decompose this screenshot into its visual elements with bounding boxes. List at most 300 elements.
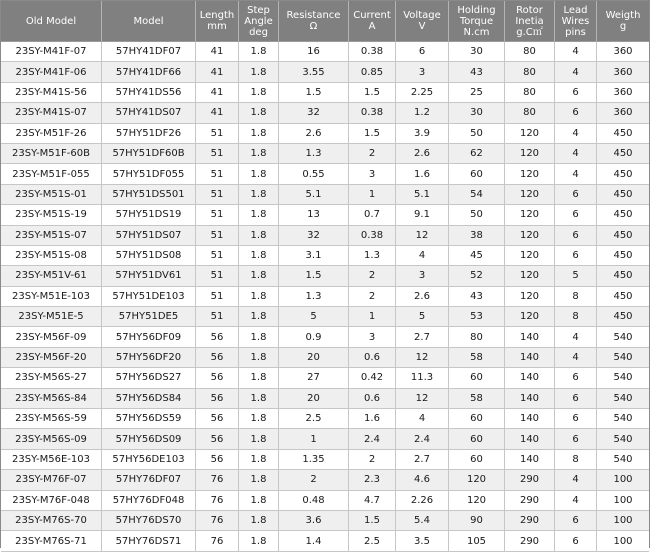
cell-resistance: 2.5 [279,409,349,429]
cell-rotor-inertia: 80 [505,62,555,82]
cell-old-model: 23SY-M56S-84 [1,389,102,409]
cell-old-model: 23SY-M76S-70 [1,511,102,531]
table-row [1,124,649,144]
cell-holding-torque: 25 [449,83,505,103]
column-header-lead-wires [555,1,597,42]
cell-current: 2.4 [349,429,396,449]
cell-current: 0.38 [349,42,396,62]
cell-voltage: 12 [396,348,449,368]
cell-weight: 450 [597,287,649,307]
cell-rotor-inertia: 290 [505,531,555,551]
cell-length: 56 [196,429,239,449]
cell-weight: 540 [597,348,649,368]
cell-model: 57HY51DS08 [102,246,196,266]
cell-voltage: 12 [396,226,449,246]
cell-old-model: 23SY-M56S-27 [1,368,102,388]
cell-step-angle: 1.8 [239,103,279,123]
table-row [1,287,649,307]
cell-voltage: 2.26 [396,491,449,511]
table-row [1,368,649,388]
cell-voltage: 2.7 [396,327,449,347]
cell-step-angle: 1.8 [239,348,279,368]
cell-holding-torque: 62 [449,144,505,164]
column-header-line: Lead [563,4,588,16]
cell-current: 0.7 [349,205,396,225]
cell-voltage: 2.25 [396,83,449,103]
cell-length: 76 [196,470,239,490]
cell-holding-torque: 50 [449,205,505,225]
cell-length: 41 [196,83,239,103]
cell-resistance: 1.4 [279,531,349,551]
table-row [1,429,649,449]
column-header-line: N.cm [463,26,490,38]
cell-lead-wires: 6 [555,185,597,205]
cell-weight: 450 [597,226,649,246]
cell-voltage: 3.5 [396,531,449,551]
table-row [1,205,649,225]
cell-old-model: 23SY-M51E-103 [1,287,102,307]
cell-step-angle: 1.8 [239,368,279,388]
cell-current: 0.6 [349,389,396,409]
cell-weight: 450 [597,205,649,225]
cell-resistance: 27 [279,368,349,388]
column-header-line: mm [207,21,227,32]
table-row [1,62,649,82]
cell-current: 1.5 [349,124,396,144]
cell-weight: 100 [597,470,649,490]
column-header-line: Voltage [403,10,441,21]
cell-model: 57HY56DF20 [102,348,196,368]
cell-length: 56 [196,327,239,347]
column-header-resistance [279,1,349,42]
cell-step-angle: 1.8 [239,246,279,266]
cell-lead-wires: 4 [555,62,597,82]
cell-lead-wires: 8 [555,307,597,327]
cell-rotor-inertia: 120 [505,287,555,307]
column-header-line: Model [133,15,164,27]
cell-lead-wires: 5 [555,266,597,286]
cell-lead-wires: 6 [555,409,597,429]
cell-length: 76 [196,531,239,551]
cell-current: 0.38 [349,226,396,246]
cell-model: 57HY51DF26 [102,124,196,144]
cell-rotor-inertia: 120 [505,144,555,164]
cell-length: 51 [196,124,239,144]
cell-resistance: 32 [279,226,349,246]
cell-lead-wires: 6 [555,389,597,409]
cell-model: 57HY51DF60B [102,144,196,164]
cell-rotor-inertia: 80 [505,83,555,103]
cell-old-model: 23SY-M51S-19 [1,205,102,225]
cell-step-angle: 1.8 [239,511,279,531]
cell-rotor-inertia: 120 [505,307,555,327]
cell-model: 57HY51DS07 [102,226,196,246]
cell-old-model: 23SY-M51E-5 [1,307,102,327]
cell-current: 1.6 [349,409,396,429]
cell-voltage: 6 [396,42,449,62]
cell-weight: 450 [597,124,649,144]
cell-step-angle: 1.8 [239,42,279,62]
cell-step-angle: 1.8 [239,389,279,409]
cell-lead-wires: 8 [555,287,597,307]
cell-voltage: 12 [396,389,449,409]
column-header-weight [597,1,649,42]
cell-lead-wires: 6 [555,83,597,103]
cell-holding-torque: 50 [449,124,505,144]
column-header-line: Length [199,10,235,21]
cell-old-model: 23SY-M51S-08 [1,246,102,266]
cell-current: 2 [349,450,396,470]
cell-lead-wires: 4 [555,327,597,347]
cell-holding-torque: 60 [449,429,505,449]
cell-rotor-inertia: 290 [505,491,555,511]
table-row [1,144,649,164]
column-header-line: g.C㎡ [516,26,543,38]
cell-rotor-inertia: 140 [505,429,555,449]
cell-holding-torque: 43 [449,62,505,82]
cell-holding-torque: 60 [449,368,505,388]
cell-lead-wires: 6 [555,226,597,246]
cell-weight: 450 [597,266,649,286]
cell-old-model: 23SY-M41S-56 [1,83,102,103]
cell-holding-torque: 43 [449,287,505,307]
cell-voltage: 5 [396,307,449,327]
cell-step-angle: 1.8 [239,409,279,429]
cell-model: 57HY41DF07 [102,42,196,62]
cell-holding-torque: 90 [449,511,505,531]
cell-resistance: 1 [279,429,349,449]
column-header-old-model [1,1,102,42]
cell-model: 57HY41DS07 [102,103,196,123]
table-row [1,450,649,470]
cell-current: 2 [349,144,396,164]
cell-weight: 540 [597,409,649,429]
column-header-rotor-inertia [505,1,555,42]
cell-current: 2 [349,287,396,307]
cell-current: 2.5 [349,531,396,551]
cell-lead-wires: 8 [555,450,597,470]
cell-current: 1.5 [349,83,396,103]
cell-holding-torque: 120 [449,491,505,511]
header-row [1,1,649,42]
cell-model: 57HY76DF07 [102,470,196,490]
table-row [1,409,649,429]
cell-resistance: 13 [279,205,349,225]
cell-weight: 450 [597,144,649,164]
cell-model: 57HY51DE5 [102,307,196,327]
cell-length: 51 [196,205,239,225]
column-header-line: pins [565,26,586,38]
cell-model: 57HY51DS19 [102,205,196,225]
cell-step-angle: 1.8 [239,124,279,144]
cell-voltage: 5.1 [396,185,449,205]
cell-weight: 450 [597,246,649,266]
cell-model: 57HY51DE103 [102,287,196,307]
table-row [1,266,649,286]
cell-lead-wires: 6 [555,511,597,531]
column-header-line: Step [247,4,270,16]
table-row [1,327,649,347]
cell-length: 56 [196,368,239,388]
cell-resistance: 5 [279,307,349,327]
cell-resistance: 2 [279,470,349,490]
cell-old-model: 23SY-M41F-06 [1,62,102,82]
cell-holding-torque: 53 [449,307,505,327]
cell-resistance: 1.3 [279,144,349,164]
cell-weight: 450 [597,164,649,184]
table-row [1,348,649,368]
cell-length: 51 [196,164,239,184]
cell-current: 0.42 [349,368,396,388]
cell-voltage: 4 [396,246,449,266]
cell-old-model: 23SY-M76F-048 [1,491,102,511]
column-header-length [196,1,239,42]
cell-length: 56 [196,450,239,470]
cell-old-model: 23SY-M51F-26 [1,124,102,144]
cell-length: 51 [196,287,239,307]
cell-rotor-inertia: 140 [505,348,555,368]
column-header-line: deg [249,26,268,38]
cell-voltage: 2.4 [396,429,449,449]
cell-weight: 540 [597,389,649,409]
cell-weight: 450 [597,307,649,327]
column-header-step-angle [239,1,279,42]
cell-lead-wires: 4 [555,144,597,164]
cell-rotor-inertia: 120 [505,226,555,246]
column-header-holding-torque [449,1,505,42]
cell-rotor-inertia: 290 [505,470,555,490]
cell-resistance: 1.3 [279,287,349,307]
column-header-line: Rotor [516,4,543,16]
cell-length: 41 [196,62,239,82]
table-row [1,164,649,184]
table-row [1,42,649,62]
cell-holding-torque: 38 [449,226,505,246]
column-header-line: V [418,21,426,32]
cell-length: 56 [196,409,239,429]
cell-voltage: 2.6 [396,287,449,307]
cell-weight: 540 [597,429,649,449]
cell-length: 51 [196,307,239,327]
cell-voltage: 1.6 [396,164,449,184]
column-header-line: Angle [244,15,273,27]
cell-step-angle: 1.8 [239,62,279,82]
cell-resistance: 0.48 [279,491,349,511]
column-header-model [102,1,196,42]
cell-holding-torque: 80 [449,327,505,347]
cell-resistance: 0.55 [279,164,349,184]
cell-length: 76 [196,511,239,531]
cell-voltage: 11.3 [396,368,449,388]
cell-resistance: 3.55 [279,62,349,82]
column-header-line: Wires [561,15,590,27]
cell-lead-wires: 4 [555,348,597,368]
cell-rotor-inertia: 140 [505,368,555,388]
cell-step-angle: 1.8 [239,307,279,327]
table-header [1,1,649,42]
cell-old-model: 23SY-M76F-07 [1,470,102,490]
cell-length: 56 [196,348,239,368]
cell-old-model: 23SY-M51S-07 [1,226,102,246]
column-header-line: Ω [309,21,318,32]
cell-weight: 540 [597,327,649,347]
cell-resistance: 3.1 [279,246,349,266]
cell-length: 51 [196,185,239,205]
cell-rotor-inertia: 120 [505,185,555,205]
table-row [1,531,649,551]
cell-step-angle: 1.8 [239,266,279,286]
cell-voltage: 5.4 [396,511,449,531]
cell-rotor-inertia: 120 [505,124,555,144]
cell-length: 56 [196,389,239,409]
cell-weight: 100 [597,531,649,551]
cell-current: 1.5 [349,511,396,531]
cell-current: 3 [349,164,396,184]
cell-step-angle: 1.8 [239,531,279,551]
cell-old-model: 23SY-M56E-103 [1,450,102,470]
cell-old-model: 23SY-M56F-09 [1,327,102,347]
cell-current: 1 [349,185,396,205]
cell-old-model: 23SY-M51S-01 [1,185,102,205]
cell-model: 57HY56DE103 [102,450,196,470]
cell-length: 41 [196,42,239,62]
cell-model: 57HY76DS71 [102,531,196,551]
cell-current: 4.7 [349,491,396,511]
cell-step-angle: 1.8 [239,287,279,307]
cell-step-angle: 1.8 [239,491,279,511]
cell-lead-wires: 4 [555,164,597,184]
cell-old-model: 23SY-M56S-59 [1,409,102,429]
cell-weight: 100 [597,511,649,531]
cell-lead-wires: 4 [555,470,597,490]
cell-voltage: 3 [396,62,449,82]
cell-model: 57HY56DS84 [102,389,196,409]
cell-old-model: 23SY-M51F-60B [1,144,102,164]
cell-lead-wires: 6 [555,246,597,266]
table-row [1,389,649,409]
cell-model: 57HY51DF055 [102,164,196,184]
cell-holding-torque: 105 [449,531,505,551]
cell-resistance: 16 [279,42,349,62]
column-header-line: Resistance [286,10,341,21]
cell-weight: 360 [597,62,649,82]
cell-voltage: 9.1 [396,205,449,225]
cell-current: 0.85 [349,62,396,82]
cell-rotor-inertia: 140 [505,450,555,470]
cell-holding-torque: 58 [449,348,505,368]
cell-current: 3 [349,327,396,347]
cell-old-model: 23SY-M41F-07 [1,42,102,62]
cell-lead-wires: 4 [555,124,597,144]
cell-rotor-inertia: 120 [505,246,555,266]
cell-length: 76 [196,491,239,511]
cell-model: 57HY56DF09 [102,327,196,347]
cell-old-model: 23SY-M51V-61 [1,266,102,286]
cell-step-angle: 1.8 [239,226,279,246]
cell-step-angle: 1.8 [239,450,279,470]
cell-holding-torque: 52 [449,266,505,286]
cell-current: 1.3 [349,246,396,266]
cell-weight: 540 [597,450,649,470]
cell-lead-wires: 4 [555,491,597,511]
cell-voltage: 2.7 [396,450,449,470]
cell-model: 57HY76DS70 [102,511,196,531]
cell-current: 0.6 [349,348,396,368]
cell-step-angle: 1.8 [239,470,279,490]
column-header-line: Holding [457,4,496,16]
table-row [1,307,649,327]
table-row [1,83,649,103]
cell-weight: 360 [597,42,649,62]
cell-step-angle: 1.8 [239,83,279,103]
cell-old-model: 23SY-M51F-055 [1,164,102,184]
cell-step-angle: 1.8 [239,205,279,225]
cell-current: 1 [349,307,396,327]
column-header-line: Torque [459,15,494,27]
cell-holding-torque: 54 [449,185,505,205]
cell-weight: 450 [597,185,649,205]
column-header-voltage [396,1,449,42]
table-row [1,470,649,490]
cell-rotor-inertia: 80 [505,42,555,62]
cell-voltage: 3.9 [396,124,449,144]
table-row [1,185,649,205]
cell-holding-torque: 120 [449,470,505,490]
cell-old-model: 23SY-M41S-07 [1,103,102,123]
cell-holding-torque: 30 [449,103,505,123]
column-header-line: Old Model [25,15,77,27]
cell-voltage: 4 [396,409,449,429]
cell-model: 57HY51DS501 [102,185,196,205]
cell-rotor-inertia: 140 [505,327,555,347]
cell-rotor-inertia: 120 [505,205,555,225]
cell-length: 51 [196,226,239,246]
cell-step-angle: 1.8 [239,185,279,205]
cell-lead-wires: 4 [555,42,597,62]
cell-lead-wires: 6 [555,429,597,449]
cell-voltage: 4.6 [396,470,449,490]
cell-rotor-inertia: 140 [505,389,555,409]
cell-rotor-inertia: 120 [505,164,555,184]
table-row [1,511,649,531]
column-header-current [349,1,396,42]
column-header-line: Current [353,10,391,21]
cell-length: 51 [196,266,239,286]
cell-voltage: 2.6 [396,144,449,164]
cell-weight: 100 [597,491,649,511]
cell-model: 57HY56DS59 [102,409,196,429]
column-header-line: Inetia [515,15,544,27]
cell-lead-wires: 6 [555,103,597,123]
cell-length: 51 [196,246,239,266]
cell-lead-wires: 6 [555,531,597,551]
table-row [1,226,649,246]
cell-resistance: 20 [279,389,349,409]
cell-resistance: 1.5 [279,266,349,286]
cell-resistance: 1.5 [279,83,349,103]
cell-step-angle: 1.8 [239,327,279,347]
cell-resistance: 1.35 [279,450,349,470]
cell-model: 57HY56DS27 [102,368,196,388]
cell-model: 57HY41DF66 [102,62,196,82]
cell-voltage: 3 [396,266,449,286]
table-row [1,491,649,511]
column-header-line: A [368,21,376,32]
cell-lead-wires: 6 [555,368,597,388]
cell-holding-torque: 60 [449,164,505,184]
cell-old-model: 23SY-M76S-71 [1,531,102,551]
cell-holding-torque: 45 [449,246,505,266]
